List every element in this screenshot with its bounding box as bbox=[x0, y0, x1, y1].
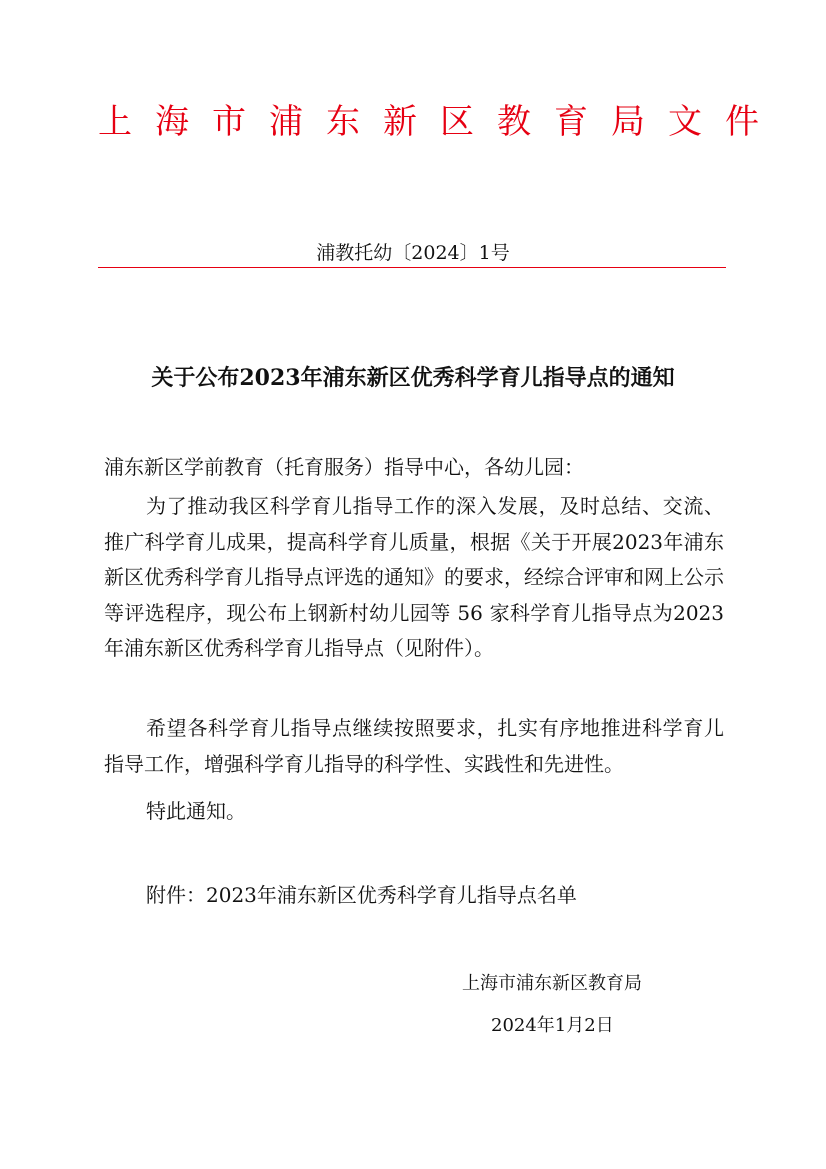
body-paragraph: 为了推动我区科学育儿指导工作的深入发展，及时总结、交流、推广科学育儿成果，提高科学育儿质量，根据《关于开展2023年浦东新区优秀科学育儿指导点评选的通知》的要求，经综合评审和网上公示等评选程序，现公布上钢新村幼儿园等 56 家科学育儿指导点为2023年浦东新区优秀科学育儿指导点（见附件）。 bbox=[104, 494, 724, 660]
issue-date: 2024年1月2日 bbox=[491, 1015, 614, 1036]
closing-remark: 特此通知。 bbox=[146, 799, 246, 823]
attachment-line: 附件：2023年浦东新区优秀科学育儿指导点名单 bbox=[146, 883, 577, 907]
document-number: 浦教托幼〔2024〕1号 bbox=[316, 242, 510, 264]
salutation: 浦东新区学前教育（托育服务）指导中心，各幼儿园： bbox=[104, 455, 584, 479]
document-header-title: 上海市浦东新区教育局文件 bbox=[98, 102, 782, 142]
issuer-name: 上海市浦东新区教育局 bbox=[462, 973, 642, 994]
header-divider bbox=[98, 267, 726, 268]
notice-title: 关于公布2023年浦东新区优秀科学育儿指导点的通知 bbox=[151, 365, 675, 391]
body-paragraph: 希望各科学育儿指导点继续按照要求，扎实有序地推进科学育儿指导工作，增强科学育儿指导的科学性、实践性和先进性。 bbox=[104, 716, 724, 776]
